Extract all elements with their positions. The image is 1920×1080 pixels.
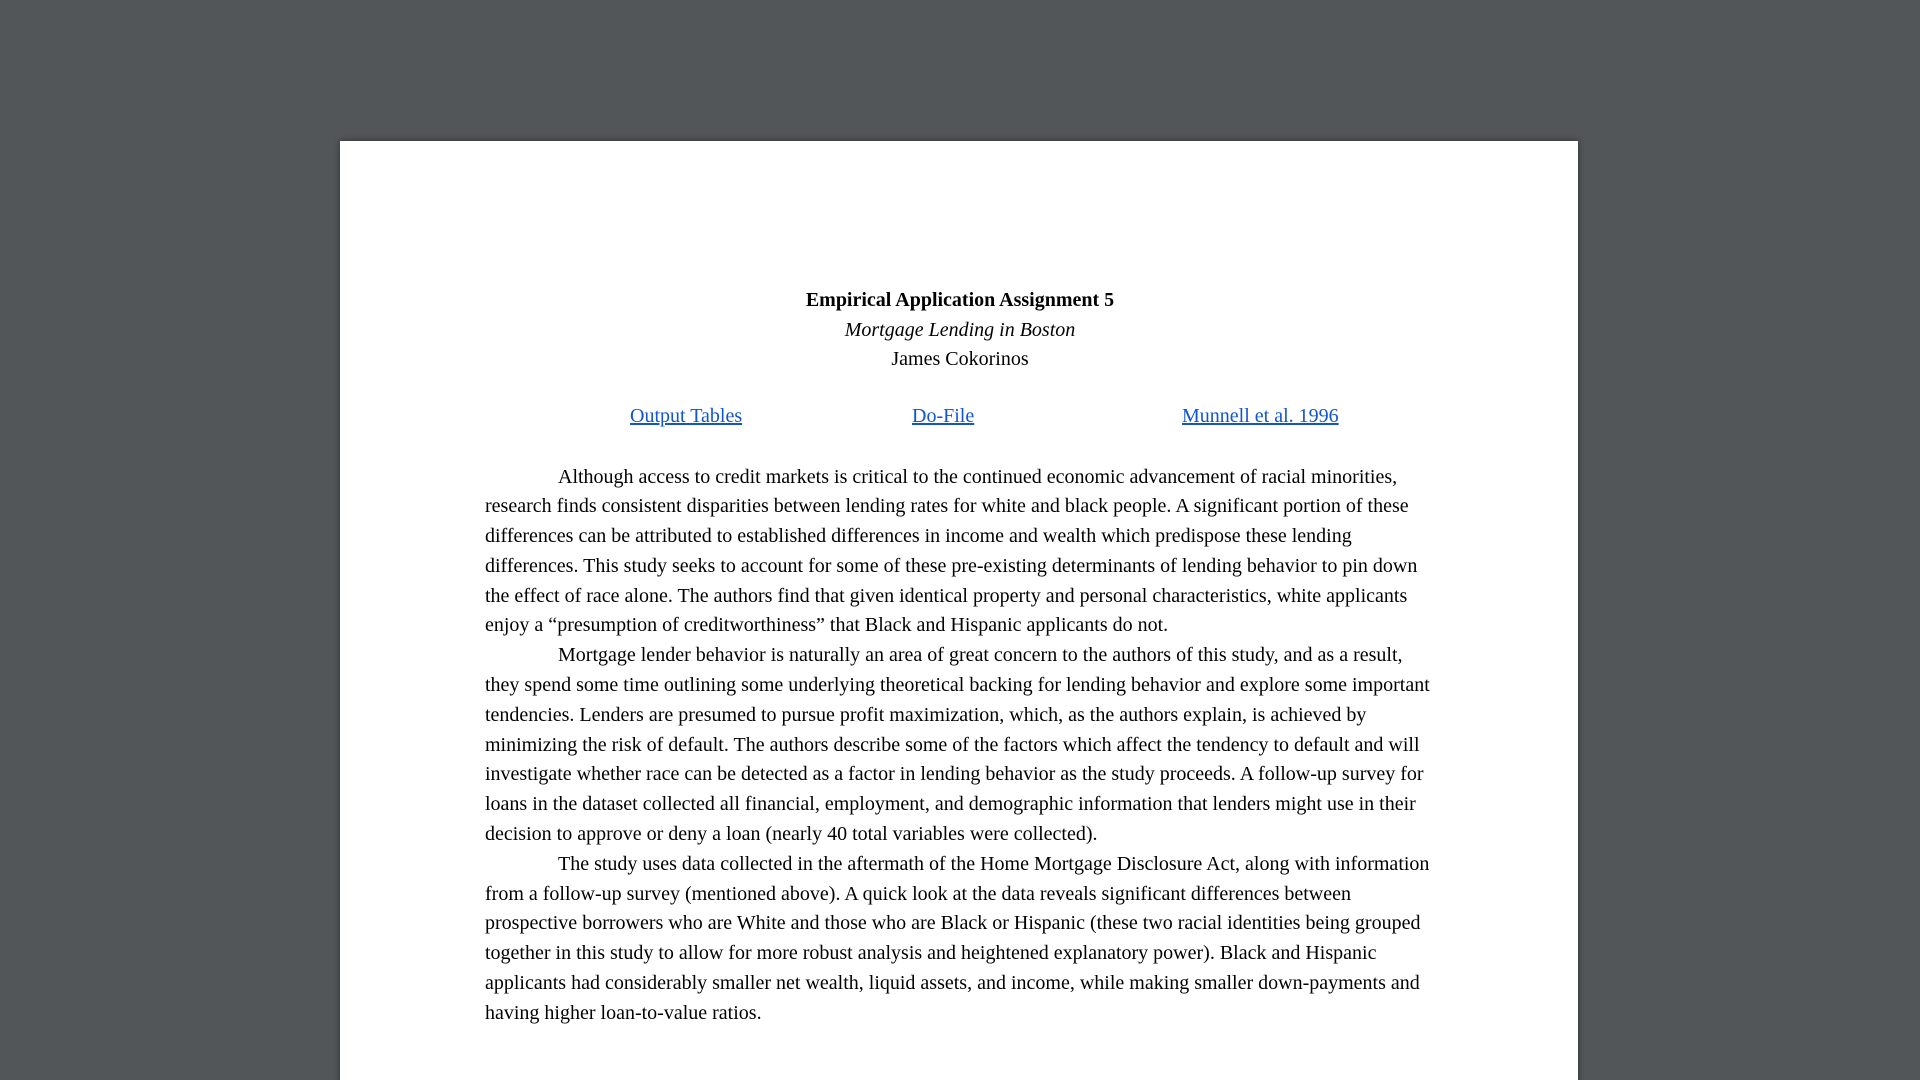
munnell-paper-link[interactable]: Munnell et al. 1996 bbox=[1182, 404, 1339, 427]
document-author: James Cokorinos bbox=[891, 348, 1029, 370]
output-tables-link[interactable]: Output Tables bbox=[630, 404, 743, 427]
document-page bbox=[340, 141, 1578, 1080]
title-block bbox=[485, 286, 1435, 375]
page-content bbox=[485, 286, 1435, 1029]
do-file-link[interactable]: Do-File bbox=[912, 404, 975, 427]
document-subtitle: Mortgage Lending in Boston bbox=[844, 318, 1076, 341]
document-title: Empirical Application Assignment 5 bbox=[805, 289, 1115, 311]
paragraph-1: Although access to credit markets is critical to the continued economic advancement of racial minorities, research finds consistent disparities between lending rates for white and black people. A significant portion of these differences can be attributed to established differences in income and wealth which predispose these lending differences. This study seeks to account for some of these pre-existing determinants of lending behavior to pin down the effect of race alone. The authors find that given identical property and personal characteristics, white applicants enjoy a “presumption of creditworthiness” that Black and Hispanic applicants do not. bbox=[485, 465, 1418, 637]
document-links bbox=[485, 405, 1435, 435]
paragraph-3: The study uses data collected in the aftermath of the Home Mortgage Disclosure Act, along with information from a follow-up survey (mentioned above). A quick look at the data reveals significant differences between prospective borrowers who are White and those who are Black or Hispanic (these two racial identities being grouped together in this study to allow for more robust analysis and heightened explanatory power). Black and Hispanic applicants had considerably smaller net wealth, liquid assets, and income, while making smaller down-payments and having higher loan-to-value ratios. bbox=[485, 852, 1430, 1024]
body-text bbox=[485, 463, 1435, 1029]
paragraph-2: Mortgage lender behavior is naturally an area of great concern to the authors of this study, and as a result, they spend some time outlining some underlying theoretical backing for lending behavior and explore some important tendencies. Lenders are presumed to pursue profit maximization, which, as the authors explain, is achieved by minimizing the risk of default. The authors describe some of the factors which affect the tendency to default and will investigate whether race can be detected as a factor in lending behavior as the study proceeds. A follow-up survey for loans in the dataset collected all financial, employment, and demographic information that lenders might use in their decision to approve or deny a loan (nearly 40 total variables were collected). bbox=[485, 644, 1430, 846]
